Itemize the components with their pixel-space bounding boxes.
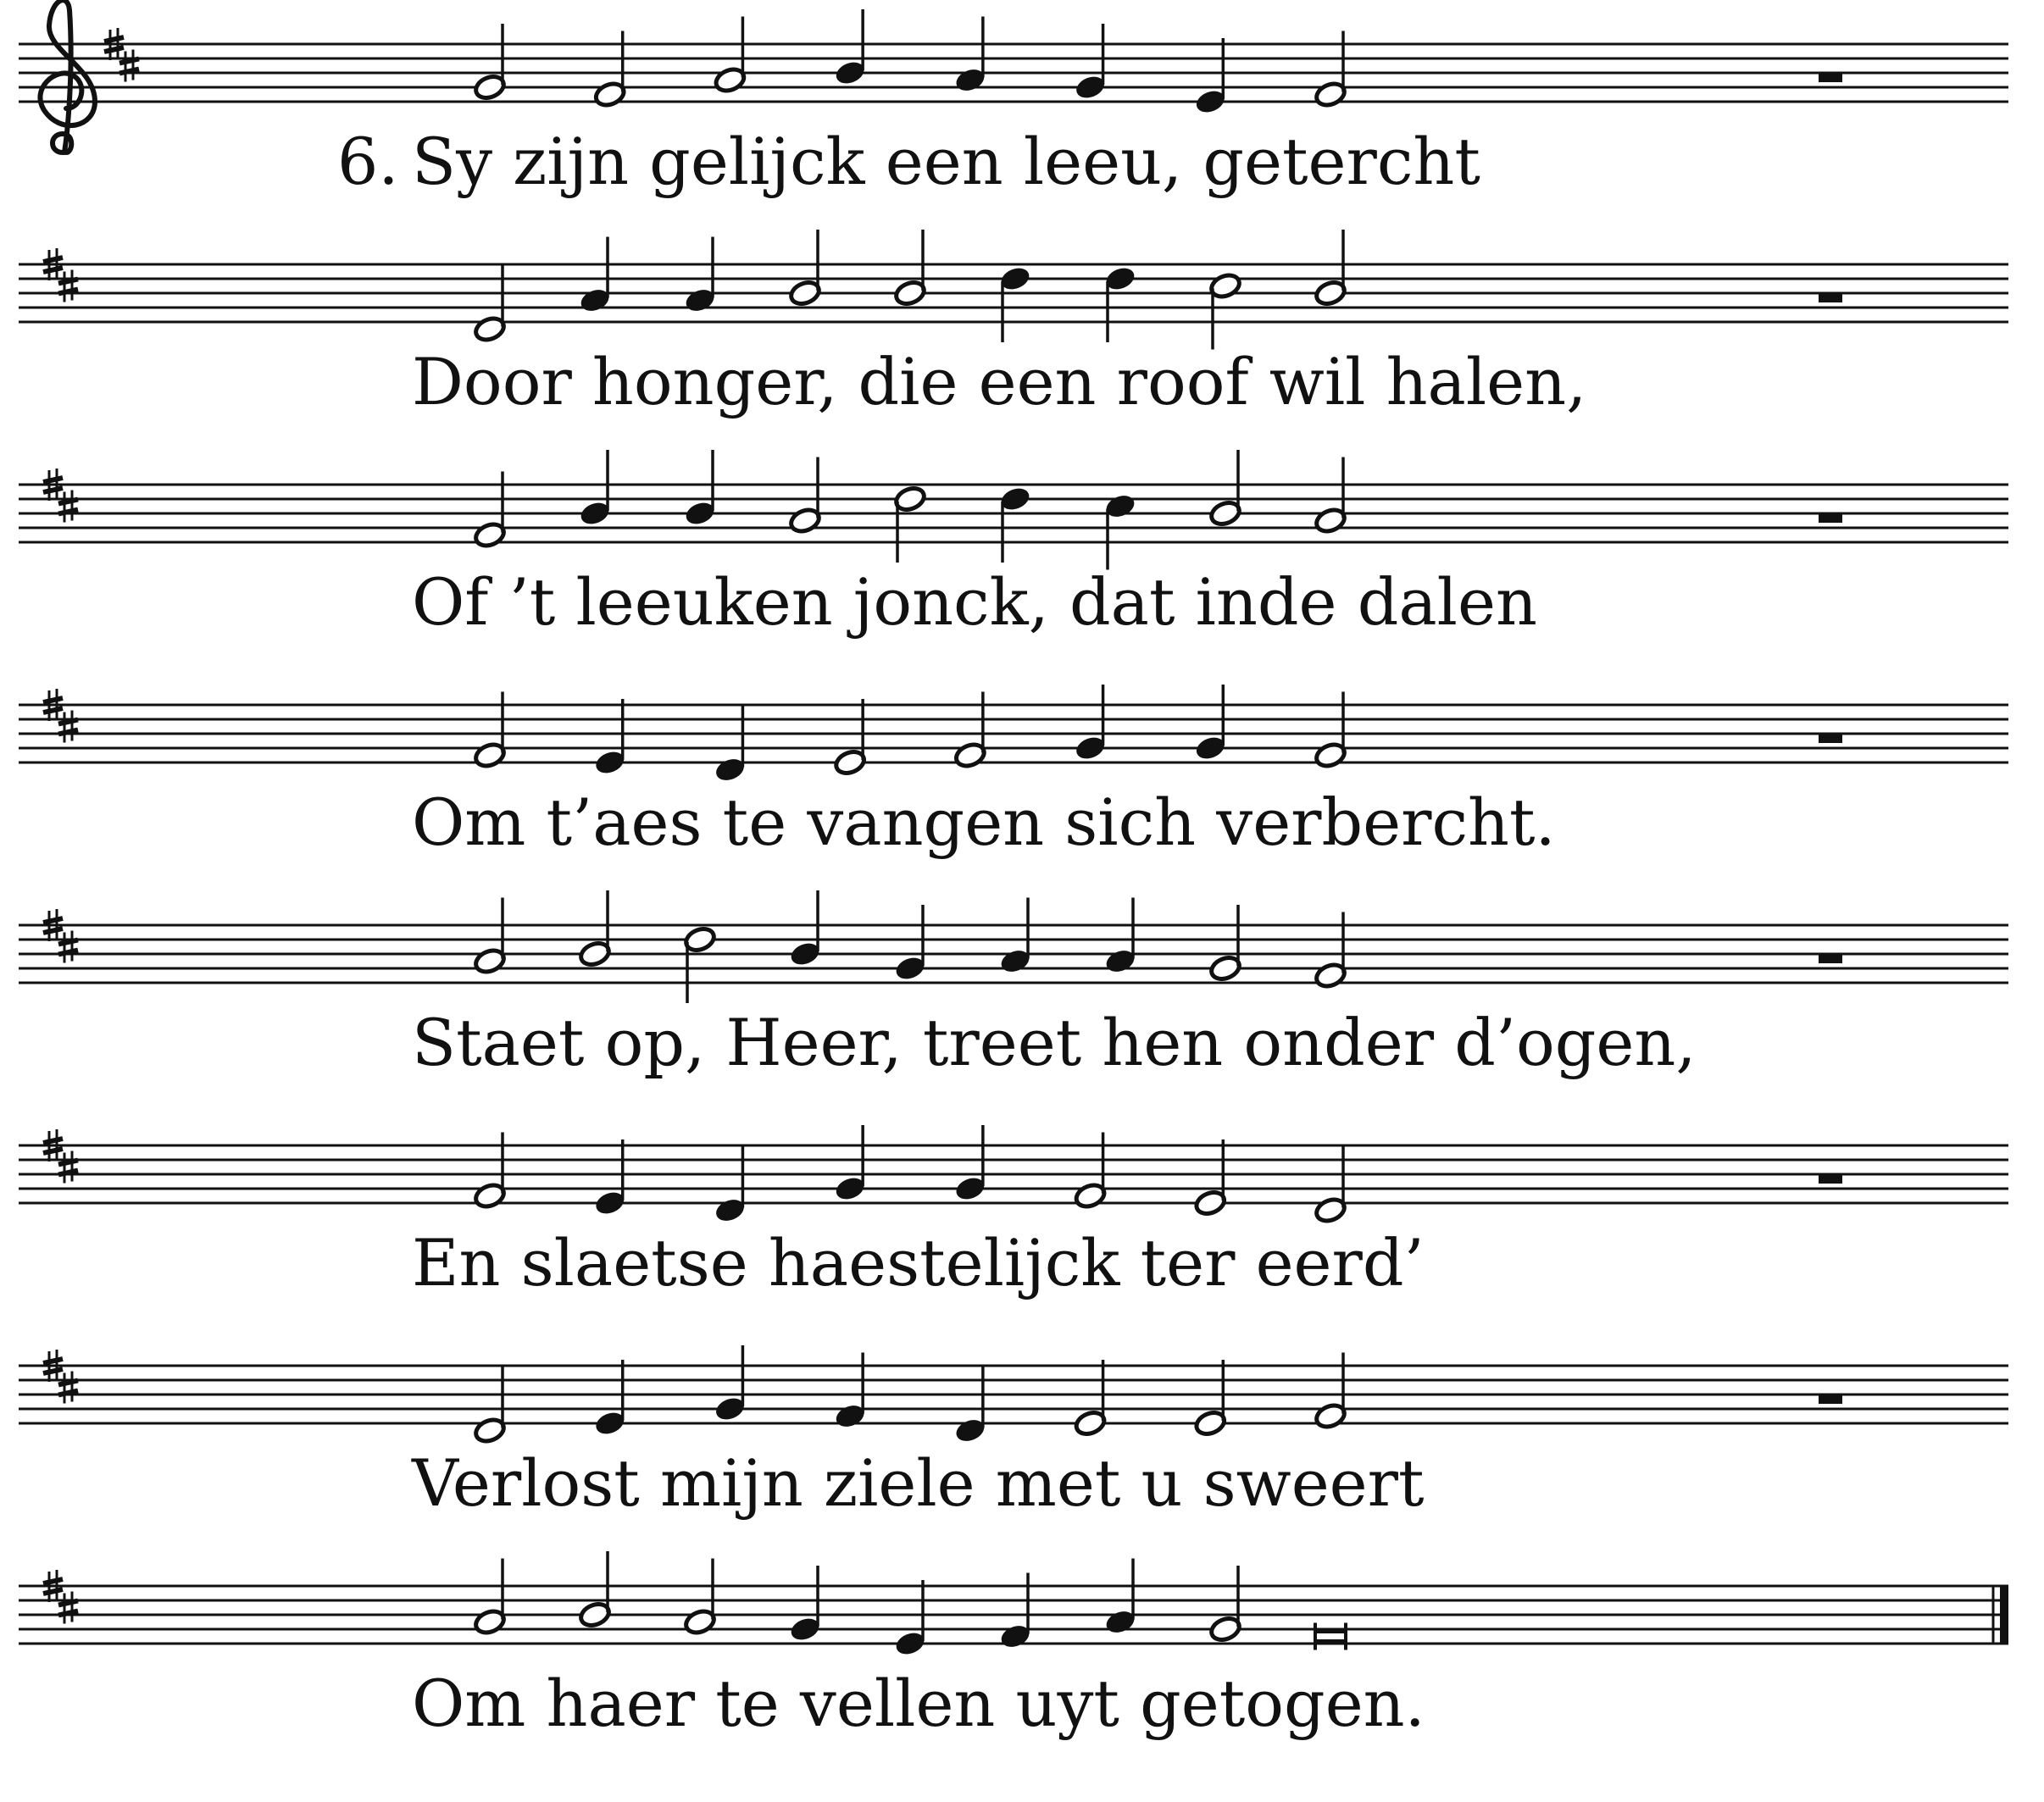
note-half bbox=[833, 699, 867, 777]
note-quarter bbox=[833, 1353, 867, 1431]
lyric-line: En slaetse haestelijck ter eerd’ bbox=[412, 1225, 1425, 1300]
note-half bbox=[1314, 912, 1347, 990]
note-half bbox=[1208, 450, 1242, 528]
note-quarter bbox=[713, 1345, 747, 1423]
note-quarter bbox=[683, 450, 717, 528]
staff-system bbox=[19, 1125, 2008, 1300]
note-quarter bbox=[713, 1147, 747, 1225]
note-half bbox=[1074, 1133, 1108, 1211]
note-quarter bbox=[1074, 24, 1108, 102]
note-quarter bbox=[1193, 38, 1227, 116]
note-quarter bbox=[998, 898, 1032, 976]
note-quarter bbox=[1103, 491, 1137, 569]
note-half bbox=[578, 1551, 612, 1629]
note-quarter bbox=[1074, 685, 1108, 762]
lyric-line: Sy zijn gelijck een leeu, getercht bbox=[412, 124, 1480, 199]
note-quarter bbox=[788, 1566, 822, 1644]
note-quarter bbox=[1193, 685, 1227, 762]
note-quarter bbox=[893, 905, 927, 983]
note-half bbox=[1208, 271, 1242, 349]
note-half bbox=[473, 692, 507, 770]
note-quarter bbox=[893, 1580, 927, 1658]
note-quarter bbox=[788, 890, 822, 968]
note-half bbox=[1314, 692, 1347, 770]
note-half bbox=[683, 925, 717, 1003]
key-sharp-c-icon bbox=[58, 931, 78, 963]
final-barline-thick bbox=[2000, 1586, 2008, 1644]
half-rest-icon bbox=[1819, 733, 1842, 743]
lyric-line: Verlost mijn ziele met u sweert bbox=[412, 1445, 1425, 1521]
note-quarter bbox=[833, 1125, 867, 1203]
lyric-line: Om haer te vellen uyt getogen. bbox=[412, 1666, 1425, 1741]
key-sharp-c-icon bbox=[58, 270, 78, 302]
note-quarter bbox=[833, 9, 867, 87]
staff-system bbox=[19, 450, 2008, 640]
note-quarter bbox=[593, 1139, 627, 1217]
note-quarter bbox=[953, 17, 987, 95]
staff-system bbox=[19, 685, 2008, 860]
note-half bbox=[953, 692, 987, 770]
note-half bbox=[1074, 1360, 1108, 1438]
staff-system bbox=[19, 230, 2008, 419]
note-quarter bbox=[953, 1125, 987, 1203]
note-quarter bbox=[1103, 264, 1137, 342]
verse-number: 6. bbox=[337, 124, 399, 199]
note-quarter bbox=[998, 485, 1032, 563]
note-quarter bbox=[998, 264, 1032, 342]
key-sharp-c-icon bbox=[58, 1151, 78, 1184]
half-rest-icon bbox=[1819, 1173, 1842, 1184]
note-half bbox=[893, 485, 927, 563]
half-rest-icon bbox=[1819, 513, 1842, 523]
note-half bbox=[713, 17, 747, 95]
note-quarter bbox=[713, 707, 747, 785]
note-half bbox=[788, 457, 822, 535]
note-half bbox=[683, 1559, 717, 1637]
key-sharp-c-icon bbox=[119, 50, 139, 82]
note-half bbox=[473, 24, 507, 102]
note-half bbox=[1314, 1147, 1347, 1225]
note-half bbox=[893, 230, 927, 308]
note-half bbox=[1314, 31, 1347, 109]
staff-system bbox=[19, 890, 2008, 1080]
staff-system bbox=[19, 1551, 2008, 1741]
note-half bbox=[788, 230, 822, 308]
key-sharp-c-icon bbox=[58, 1592, 78, 1624]
note-half bbox=[1314, 1353, 1347, 1431]
note-quarter bbox=[998, 1573, 1032, 1651]
lyric-line: Staet op, Heer, treet hen onder d’ogen, bbox=[412, 1005, 1697, 1080]
note-half bbox=[473, 1367, 507, 1445]
treble-clef-icon bbox=[40, 0, 95, 152]
half-rest-icon bbox=[1819, 953, 1842, 963]
staff-system bbox=[19, 1345, 2008, 1521]
note-half bbox=[578, 890, 612, 968]
note-half bbox=[473, 1559, 507, 1637]
staff-system bbox=[19, 0, 2008, 199]
note-quarter bbox=[578, 450, 612, 528]
note-quarter bbox=[1103, 898, 1137, 976]
note-quarter bbox=[593, 699, 627, 777]
note-half bbox=[473, 266, 507, 344]
note-quarter bbox=[593, 1360, 627, 1438]
note-half bbox=[1193, 1139, 1227, 1217]
note-half bbox=[1193, 1360, 1227, 1438]
note-quarter bbox=[953, 1367, 987, 1445]
lyric-line: Door honger, die een roof wil halen, bbox=[412, 344, 1587, 419]
half-rest-icon bbox=[1819, 72, 1842, 82]
note-half bbox=[1208, 905, 1242, 983]
lyric-line: Of ’t leeuken jonck, dat inde dalen bbox=[412, 564, 1537, 640]
note-half bbox=[473, 898, 507, 976]
key-sharp-c-icon bbox=[58, 711, 78, 743]
note-half bbox=[1314, 230, 1347, 308]
note-quarter bbox=[683, 237, 717, 315]
lyric-line: Om t’aes te vangen sich verbercht. bbox=[412, 785, 1556, 860]
note-half bbox=[473, 472, 507, 550]
half-rest-icon bbox=[1819, 1394, 1842, 1404]
note-quarter bbox=[578, 237, 612, 315]
note-breve bbox=[1315, 1623, 1346, 1650]
note-quarter bbox=[1103, 1559, 1137, 1637]
half-rest-icon bbox=[1819, 292, 1842, 302]
key-sharp-c-icon bbox=[58, 491, 78, 523]
note-half bbox=[593, 31, 627, 109]
key-sharp-c-icon bbox=[58, 1372, 78, 1404]
note-half bbox=[1314, 457, 1347, 535]
note-half bbox=[1208, 1566, 1242, 1644]
note-half bbox=[473, 1133, 507, 1211]
